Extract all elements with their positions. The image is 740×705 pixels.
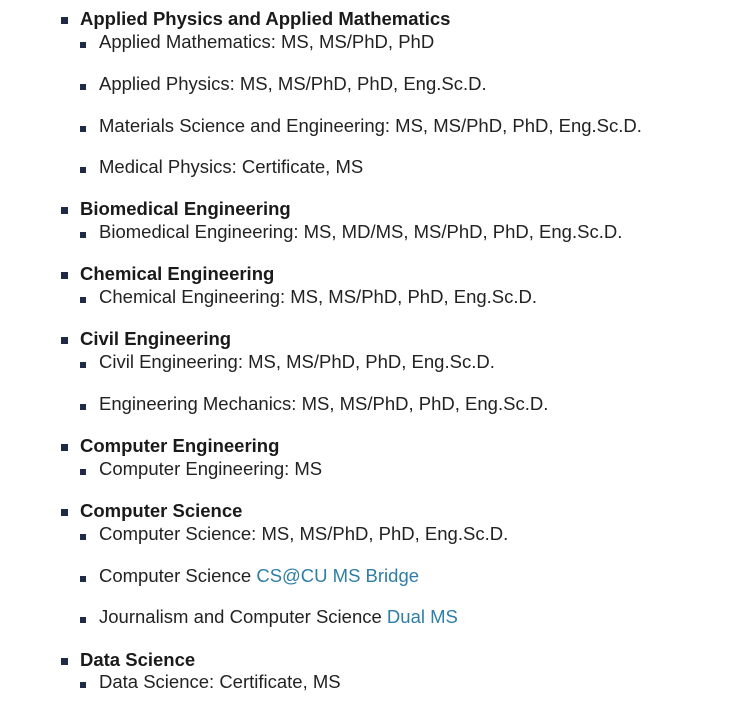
square-bullet-icon — [61, 658, 68, 665]
square-bullet-icon — [61, 509, 68, 516]
cs-ms-bridge-link[interactable]: CS@CU MS Bridge — [256, 565, 420, 586]
square-bullet-icon — [80, 84, 86, 90]
program-item: Medical Physics: Certificate, MS — [99, 156, 364, 177]
program-label: Computer Science — [99, 565, 257, 586]
square-bullet-icon — [80, 297, 86, 303]
program-item: Computer Engineering: MS — [99, 458, 323, 479]
program-item: Engineering Mechanics: MS, MS/PhD, PhD, Eng.Sc.D. — [99, 393, 549, 414]
program-item: Applied Physics: MS, MS/PhD, PhD, Eng.Sc.D. — [99, 73, 487, 94]
program-item: Biomedical Engineering: MS, MD/MS, MS/PhD, PhD, Eng.Sc.D. — [99, 221, 623, 242]
dual-ms-link[interactable]: Dual MS — [386, 606, 458, 627]
program-item — [99, 565, 419, 587]
square-bullet-icon — [80, 469, 86, 475]
square-bullet-icon — [61, 272, 68, 279]
square-bullet-icon — [61, 444, 68, 451]
program-item: Chemical Engineering: MS, MS/PhD, PhD, Eng.Sc.D. — [99, 286, 538, 307]
square-bullet-icon — [61, 337, 68, 344]
program-label: Journalism and Computer Science — [99, 606, 387, 627]
department-title: Data Science — [80, 649, 196, 670]
department-title: Chemical Engineering — [80, 263, 275, 284]
program-item: Computer Science: MS, MS/PhD, PhD, Eng.Sc.D. — [99, 523, 509, 544]
department-title: Computer Science — [80, 500, 243, 521]
square-bullet-icon — [80, 42, 86, 48]
square-bullet-icon — [80, 362, 86, 368]
department-title: Biomedical Engineering — [80, 198, 291, 219]
square-bullet-icon — [80, 576, 86, 582]
program-item: Materials Science and Engineering: MS, MS/PhD, PhD, Eng.Sc.D. — [99, 115, 642, 136]
square-bullet-icon — [80, 232, 86, 238]
program-item — [99, 606, 458, 628]
department-title: Applied Physics and Applied Mathematics — [80, 8, 451, 29]
square-bullet-icon — [80, 534, 86, 540]
program-item: Data Science: Certificate, MS — [99, 671, 341, 692]
square-bullet-icon — [80, 167, 86, 173]
square-bullet-icon — [80, 126, 86, 132]
square-bullet-icon — [80, 404, 86, 410]
department-title: Computer Engineering — [80, 435, 280, 456]
department-title: Civil Engineering — [80, 328, 232, 349]
square-bullet-icon — [61, 207, 68, 214]
square-bullet-icon — [61, 17, 68, 24]
program-item: Civil Engineering: MS, MS/PhD, PhD, Eng.Sc.D. — [99, 351, 495, 372]
square-bullet-icon — [80, 682, 86, 688]
square-bullet-icon — [80, 617, 86, 623]
program-item: Applied Mathematics: MS, MS/PhD, PhD — [99, 31, 435, 52]
